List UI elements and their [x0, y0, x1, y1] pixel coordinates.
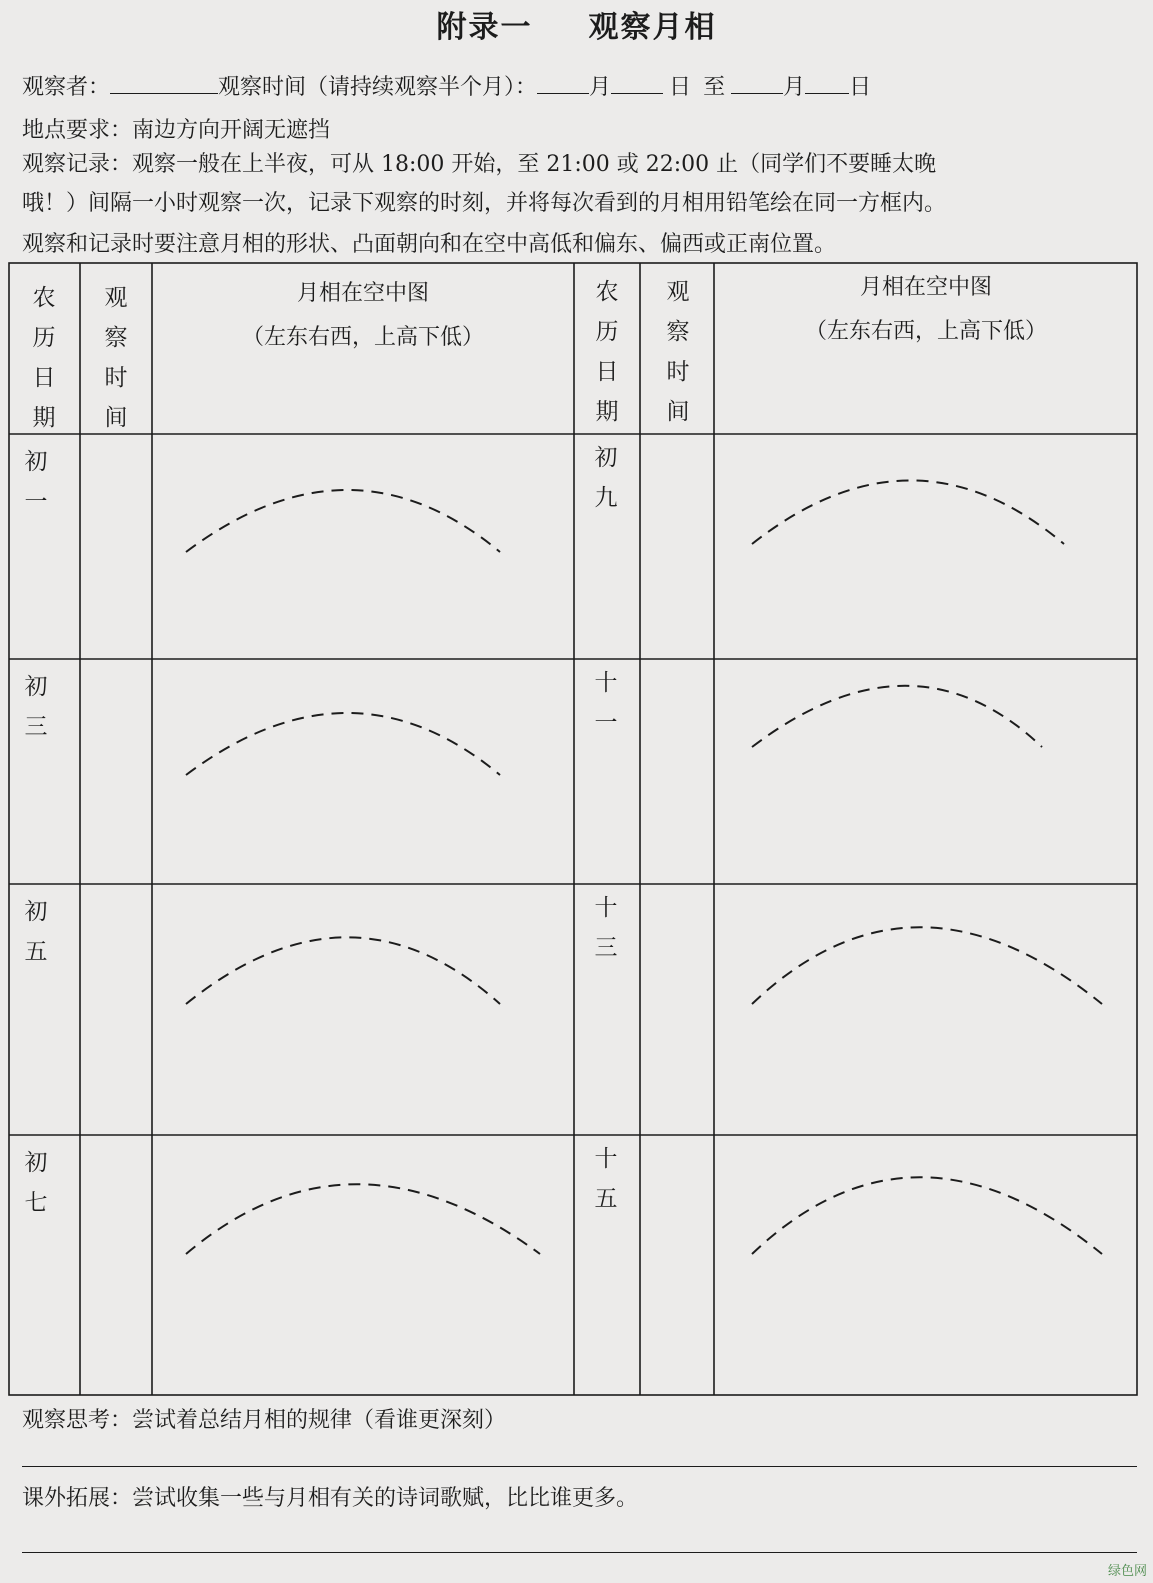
lunar-day-label: 十 五 — [594, 1146, 618, 1212]
end-day-label: 日 — [849, 75, 872, 100]
chart-header-subtitle: （左东右西，上高下低） — [804, 319, 1047, 344]
lunar-day-label: 十 三 — [594, 895, 618, 961]
lunar-day-left-4 — [16, 1143, 56, 1223]
lunar-day-label: 初 三 — [24, 674, 48, 740]
end-day-blank[interactable] — [805, 74, 849, 94]
reflection-prompt: 观察思考：尝试着总结月相的规律（看谁更深刻） — [22, 1408, 507, 1433]
lunar-day-right-3 — [586, 888, 626, 968]
column-header-chart-left — [152, 272, 574, 360]
time-label: 观察时间（请持续观察半个月）： — [218, 75, 538, 100]
sky-horizon-arc — [186, 1184, 540, 1254]
observation-table — [8, 262, 1138, 1396]
page-title — [0, 2, 1153, 46]
column-header-time-right — [658, 272, 698, 432]
observer-label: 观察者： — [22, 75, 111, 100]
observer-line — [22, 70, 871, 101]
lunar-day-label: 初 一 — [24, 449, 48, 515]
chart-header-subtitle: （左东右西，上高下低） — [241, 325, 484, 350]
moon-drawing-cell-chuyi[interactable] — [153, 435, 573, 659]
reflection-answer-line[interactable] — [22, 1466, 1137, 1467]
time-header-text: 观 察 时 间 — [666, 279, 690, 425]
start-day-label: 日 — [669, 75, 692, 100]
location-requirement: 地点要求：南边方向开阔无遮挡 — [22, 118, 331, 143]
sky-horizon-arc — [186, 937, 500, 1004]
table-grid-lines — [8, 262, 1138, 1396]
chart-header-title: 月相在空中图 — [859, 275, 992, 300]
extension-answer-line[interactable] — [22, 1552, 1137, 1553]
lunar-day-label: 十 一 — [594, 670, 618, 736]
start-month-label: 月 — [589, 75, 612, 100]
to-label: 至 — [703, 75, 726, 100]
column-header-lunar-date-left — [24, 278, 64, 438]
lunar-day-left-1 — [16, 442, 56, 522]
column-header-chart-right — [714, 266, 1138, 354]
lunar-day-right-1 — [586, 438, 626, 518]
moon-drawing-cell-chujiu[interactable] — [715, 435, 1136, 659]
column-header-time-left — [96, 278, 136, 438]
record-instructions-line-1: 观察记录：观察一般在上半夜，可从 18:00 开始，至 21:00 或 22:00 止（同学们不要睡太晚 — [22, 152, 937, 177]
lunar-day-label: 初 五 — [24, 899, 48, 965]
lunar-day-label: 初 七 — [24, 1150, 48, 1216]
chart-header-title: 月相在空中图 — [296, 281, 429, 306]
lunar-day-right-2 — [586, 663, 626, 743]
lunar-date-header-text: 农 历 日 期 — [32, 285, 56, 431]
site-watermark: 绿色网 — [1107, 1564, 1147, 1579]
sky-horizon-arc — [752, 1177, 1102, 1254]
record-instructions-line-3: 观察和记录时要注意月相的形状、凸面朝向和在空中高低和偏东、偏西或正南位置。 — [22, 232, 837, 257]
column-header-lunar-date-right — [587, 272, 627, 432]
end-month-blank[interactable] — [731, 74, 783, 94]
start-day-blank[interactable] — [611, 74, 663, 94]
extension-prompt: 课外拓展：尝试收集一些与月相有关的诗词歌赋，比比谁更多。 — [22, 1486, 639, 1511]
sky-horizon-arc — [186, 713, 500, 775]
end-month-label: 月 — [783, 75, 806, 100]
lunar-date-header-text: 农 历 日 期 — [595, 279, 619, 425]
title-appendix: 附录一 — [436, 10, 533, 45]
start-month-blank[interactable] — [537, 74, 589, 94]
sky-horizon-arc — [752, 927, 1102, 1004]
lunar-day-left-2 — [16, 667, 56, 747]
lunar-day-right-4 — [586, 1139, 626, 1219]
lunar-day-label: 初 九 — [594, 445, 618, 511]
title-topic: 观察月相 — [588, 10, 717, 45]
lunar-day-left-3 — [16, 892, 56, 972]
time-cell-chuyi[interactable] — [81, 435, 151, 659]
time-header-text: 观 察 时 间 — [104, 285, 128, 431]
time-cell-chujiu[interactable] — [641, 435, 713, 659]
record-instructions-line-2: 哦！）间隔一小时观察一次，记录下观察的时刻，并将每次看到的月相用铅笔绘在同一方框内。 — [22, 191, 947, 216]
observer-blank[interactable] — [110, 74, 218, 94]
sky-horizon-arc — [752, 686, 1042, 747]
